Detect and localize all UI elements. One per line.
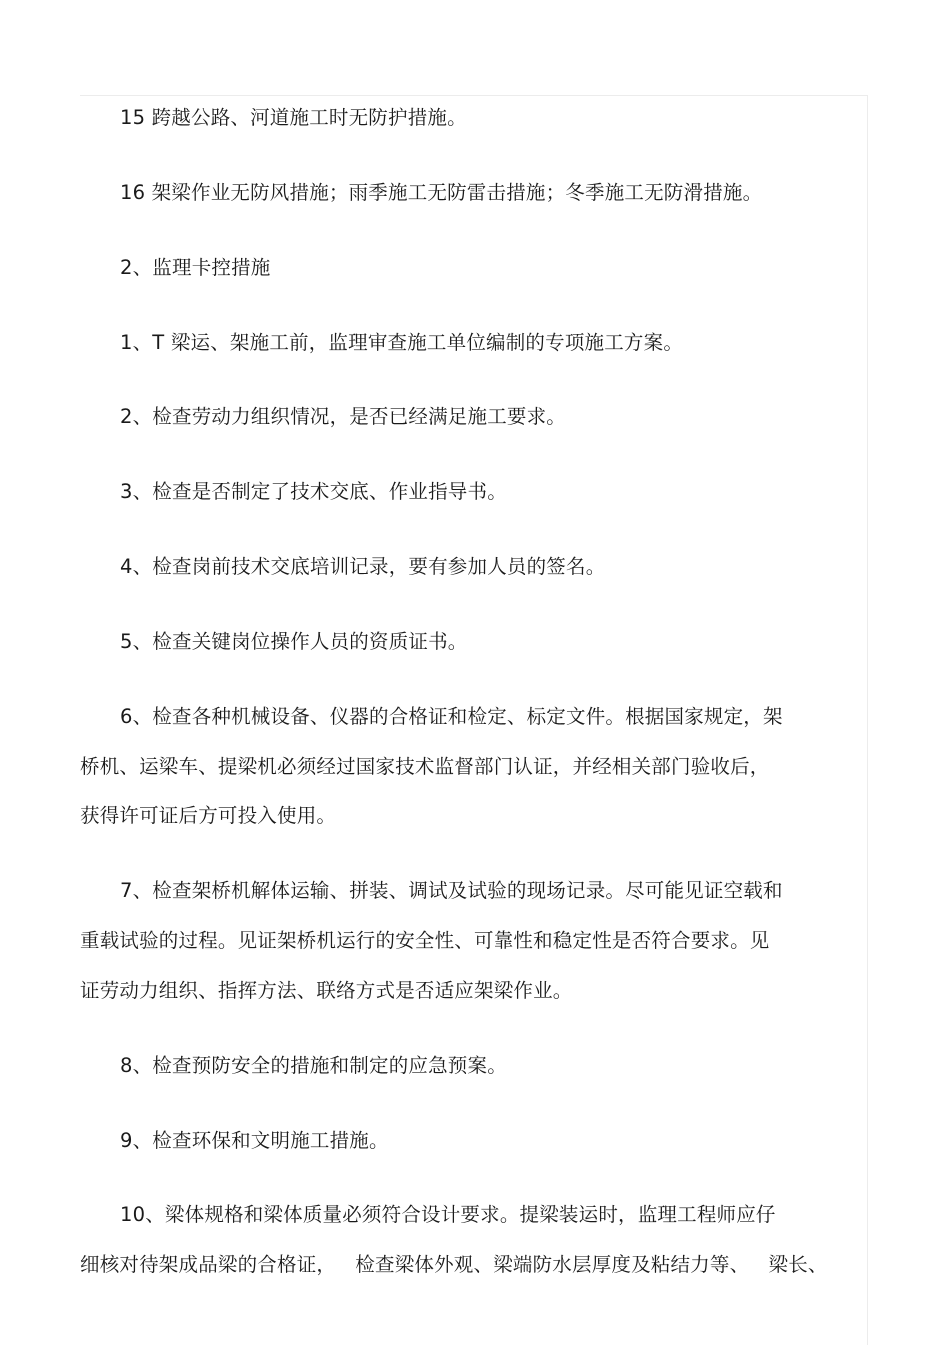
measure-10-line-2: 细核对待架成品梁的合格证， 检查梁体外观、梁端防水层厚度及粘结力等、 梁长、 (80, 1253, 828, 1276)
section-heading-supervision: 2、监理卡控措施 (120, 256, 271, 279)
measure-5: 5、检查关键岗位操作人员的资质证书。 (120, 630, 468, 653)
measure-6-line-2: 桥机、运梁车、提梁机必须经过国家技术监督部门认证，并经相关部门验收后， (80, 755, 770, 778)
measure-7-line-3: 证劳动力组织、指挥方法、联络方式是否适应架梁作业。 (80, 979, 573, 1002)
paragraph-line-15: 15 跨越公路、河道施工时无防护措施。 (120, 106, 467, 129)
measure-10-line-1: 10、梁体规格和梁体质量必须符合设计要求。提梁装运时，监理工程师应仔 (120, 1203, 776, 1226)
measure-7-line-1: 7、检查架桥机解体运输、拼装、调试及试验的现场记录。尽可能见证空载和 (120, 879, 783, 902)
measure-2: 2、检查劳动力组织情况，是否已经满足施工要求。 (120, 405, 567, 428)
measure-7-line-2: 重载试验的过程。见证架桥机运行的安全性、可靠性和稳定性是否符合要求。见 (80, 929, 770, 952)
measure-8: 8、检查预防安全的措施和制定的应急预案。 (120, 1054, 507, 1077)
paragraph-line-16: 16 架梁作业无防风措施；雨季施工无防雷击措施；冬季施工无防滑措施。 (120, 181, 763, 204)
measure-4: 4、检查岗前技术交底培训记录，要有参加人员的签名。 (120, 555, 606, 578)
measure-9: 9、检查环保和文明施工措施。 (120, 1129, 389, 1152)
measure-3: 3、检查是否制定了技术交底、作业指导书。 (120, 480, 507, 503)
measure-6-line-3: 获得许可证后方可投入使用。 (80, 804, 337, 827)
measure-6-line-1: 6、检查各种机械设备、仪器的合格证和检定、标定文件。根据国家规定，架 (120, 705, 783, 728)
measure-1: 1、T 梁运、架施工前，监理审查施工单位编制的专项施工方案。 (120, 331, 684, 354)
